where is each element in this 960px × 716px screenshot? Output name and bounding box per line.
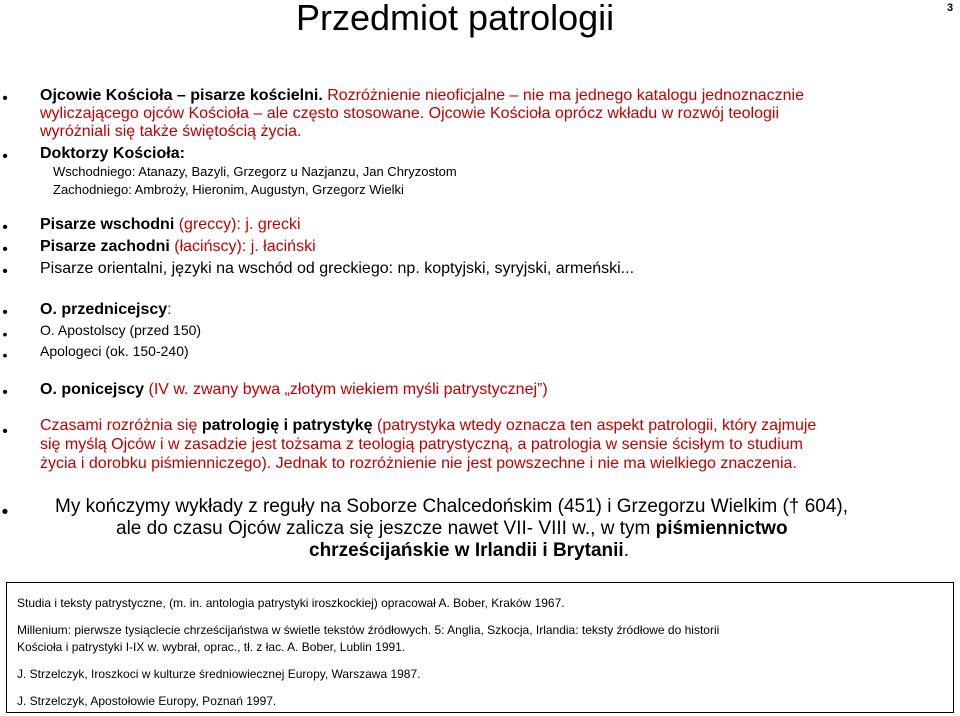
reference-item: Studia i teksty patrystyczne, (m. in. antologia patrystyki iroszkockiej) opracował A. Bober, Kraków 1967.: [17, 596, 565, 610]
writers-western: [40, 238, 316, 256]
postnicene-term: O. ponicejscy: [40, 381, 145, 398]
bullet: •: [2, 384, 8, 401]
page-number: 3: [947, 2, 954, 14]
writers-eastern: [40, 216, 301, 234]
bullet: •: [2, 241, 8, 258]
postnicene-desc: (IV w. zwany bywa „złotym wiekiem myśli patrystycznej”): [144, 381, 548, 398]
slide-title: Przedmiot patrologii: [296, 0, 615, 38]
bullet: •: [2, 263, 8, 280]
apologists: Apologeci (ok. 150-240): [40, 343, 189, 359]
bullet: •: [2, 347, 8, 363]
postnicene: [40, 381, 548, 399]
doctors-western: Zachodniego: Ambroży, Hieronim, Augustyn, Grzegorz Wielki: [53, 182, 404, 197]
references-box: [6, 582, 954, 713]
distinction-line1: [40, 417, 816, 435]
fathers-term: Ojcowie Kościoła – pisarze kościelni.: [40, 87, 323, 104]
writers-eastern-term: Pisarze wschodni: [40, 216, 175, 233]
scope-line3: [309, 540, 629, 562]
distinction-intro: Czasami rozróżnia się: [40, 417, 202, 434]
bullet: •: [2, 90, 8, 107]
distinction-explanation: (patrystyka wtedy oznacza ten aspekt patrologii, który zajmuje: [372, 417, 817, 434]
scope-line2-text: ale do czasu Ojców zalicza się jeszcze nawet VII- VIII w., w tym: [116, 518, 656, 539]
distinction-line2: się myślą Ojców i w zasadzie jest tożsama z teologią patrystyczną, a patrologia w sensie ścisłym to studium: [40, 436, 803, 453]
distinction-line3: życia i dorobku piśmienniczego). Jednak to rozróżnienie nie jest powszechne i nie ma wielkiego znaczenia.: [40, 455, 797, 472]
doctors-heading: Doktorzy Kościoła:: [40, 145, 185, 162]
distinction-terms: patrologię i patrystykę: [201, 417, 373, 434]
scope-line1: My kończymy wykłady z reguły na Soborze Chalcedońskim (451) i Grzegorzu Wielkim († 604),: [55, 496, 848, 517]
doctors-eastern: Wschodniego: Atanazy, Bazyli, Grzegorz u Nazjanzu, Jan Chryzostom: [53, 164, 457, 179]
bullet: •: [2, 326, 8, 342]
apostolic-fathers: O. Apostolscy (przed 150): [40, 322, 202, 338]
paragraph-fathers-line3: wyróżniali się także świętością życia.: [40, 123, 302, 140]
prenicene-colon: :: [167, 301, 172, 318]
paragraph-fathers-line2: wyliczającego ojców Kościoła – ale często stosowane. Ojcowie Kościoła oprócz wkładu w rozwój teologii: [40, 105, 780, 122]
writers-oriental: Pisarze orientalni, języki na wschód od greckiego: np. koptyjski, syryjski, armeński...: [40, 260, 635, 277]
reference-item: Millenium: pierwsze tysiąclecie chrześcijaństwa w świetle tekstów źródłowych. 5: Anglia, Szkocja, Irlandia: teksty źródłowe do historii: [17, 623, 720, 637]
scope-period: .: [623, 540, 629, 561]
reference-item: J. Strzelczyk, Apostołowie Europy, Poznań 1997.: [17, 694, 277, 708]
reference-item: J. Strzelczyk, Iroszkoci w kulturze średniowiecznej Europy, Warszawa 1987.: [17, 667, 421, 681]
prenicene-term: O. przednicejscy: [40, 301, 168, 318]
bullet: •: [1, 502, 9, 523]
scope-emphasis-2: chrześcijańskie w Irlandii i Brytanii: [309, 540, 624, 561]
scope-line2: [116, 518, 788, 540]
paragraph-fathers-line1: [40, 87, 804, 105]
bullet: •: [2, 148, 8, 165]
prenicene-heading: [40, 301, 172, 319]
writers-western-desc: (łacińscy): j. łaciński: [169, 238, 316, 255]
bullet: •: [2, 423, 8, 440]
writers-eastern-desc: (greccy): j. grecki: [174, 216, 301, 233]
writers-western-term: Pisarze zachodni: [40, 238, 170, 255]
bullet: •: [2, 219, 8, 236]
scope-emphasis: piśmiennictwo: [655, 518, 788, 539]
fathers-definition: Rozróżnienie nieoficjalne – nie ma jednego katalogu jednoznacznie: [322, 87, 804, 104]
bullet: •: [2, 304, 8, 321]
reference-item: Kościoła i patrystyki I-IX w. wybrał, oprac., tł. z łac. A. Bober, Lublin 1991.: [17, 640, 406, 654]
